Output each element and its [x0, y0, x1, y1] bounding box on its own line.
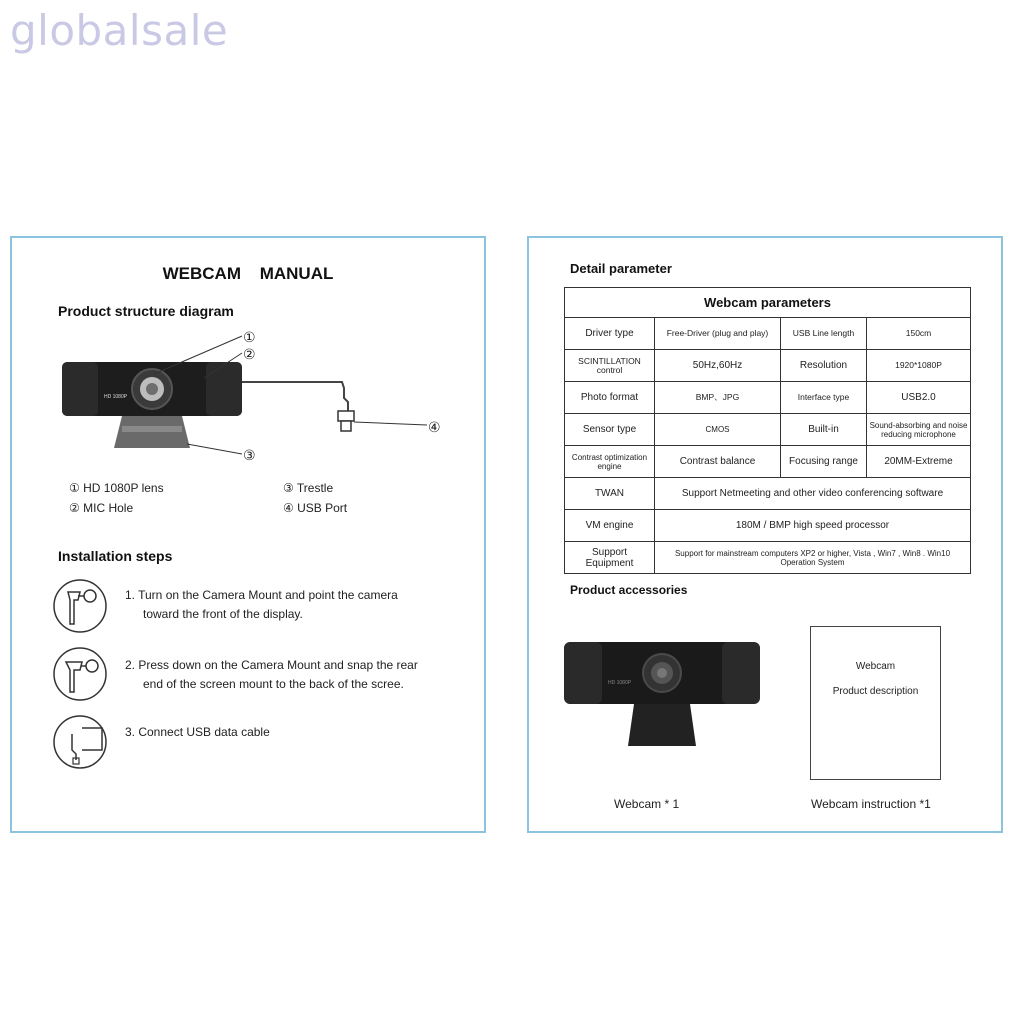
usb-cable-icon — [52, 714, 108, 770]
table-cell: Focusing range — [781, 446, 867, 478]
legend-item-lens — [69, 481, 164, 495]
install-heading: Installation steps — [58, 548, 173, 564]
caption-webcam: Webcam * 1 — [614, 797, 680, 811]
table-row — [565, 318, 971, 350]
legend-text: MIC Hole — [83, 501, 134, 515]
table-row — [565, 542, 971, 574]
manual-panel — [10, 236, 486, 833]
camera-label: HD 1080P — [104, 394, 128, 400]
table-title: Webcam parameters — [565, 288, 971, 318]
table-cell: Sound-absorbing and noise reducing microphone — [867, 414, 971, 446]
callout-4: ④ — [428, 420, 441, 436]
table-row — [565, 414, 971, 446]
table-cell: SCINTILLATION control — [565, 350, 655, 382]
trestle-band — [122, 426, 182, 432]
table-header-row — [565, 288, 971, 318]
watermark: globalsale — [10, 6, 229, 55]
table-row — [565, 478, 971, 510]
usb-plug — [338, 411, 354, 421]
table-cell: Support for mainstream computers XP2 or higher, Vista , Win7 , Win8 . Win10 Operation System — [655, 542, 971, 574]
legend-number: ① — [69, 481, 80, 495]
step-line: end of the screen mount to the back of the scree. — [143, 677, 404, 691]
usb-tip — [341, 421, 351, 431]
structure-diagram — [52, 326, 472, 476]
legend-number: ④ — [283, 501, 294, 515]
webcam-product-image — [562, 638, 764, 754]
step-line: 3. Connect USB data cable — [125, 725, 270, 739]
table-cell: BMP、JPG — [655, 382, 781, 414]
manual-title: WEBCAM MANUAL — [162, 264, 334, 283]
legend-item-usb — [283, 501, 347, 515]
table-cell: Driver type — [565, 318, 655, 350]
table-cell: 1920*1080P — [867, 350, 971, 382]
camera-mount-press-icon — [52, 646, 108, 702]
table-cell: USB Line length — [781, 318, 867, 350]
step-line: 1. Turn on the Camera Mount and point the camera — [125, 588, 398, 602]
step-line: 2. Press down on the Camera Mount and snap the rear — [125, 658, 418, 672]
table-cell: Resolution — [781, 350, 867, 382]
webcam-left-cap — [564, 642, 602, 704]
table-cell: VM engine — [565, 510, 655, 542]
table-cell: CMOS — [655, 414, 781, 446]
table-cell: Photo format — [565, 382, 655, 414]
table-cell: Interface type — [781, 382, 867, 414]
table-cell: Contrast balance — [655, 446, 781, 478]
webcam-right-cap — [722, 642, 760, 704]
legend-text: Trestle — [296, 481, 334, 495]
callout-line-3 — [187, 444, 242, 454]
legend-text: USB Port — [297, 501, 348, 515]
table-cell: 20MM-Extreme — [867, 446, 971, 478]
table-cell: 50Hz,60Hz — [655, 350, 781, 382]
parameter-panel — [527, 236, 1003, 833]
step-2 — [125, 656, 418, 694]
instruction-booklet — [810, 626, 941, 780]
legend-text: HD 1080P lens — [83, 481, 164, 495]
table-cell: 150cm — [867, 318, 971, 350]
table-cell: Built-in — [781, 414, 867, 446]
lens-center — [146, 383, 158, 395]
parameter-table — [564, 287, 971, 574]
callout-2: ② — [243, 347, 256, 363]
camera-right-cap — [206, 362, 242, 416]
table-row — [565, 350, 971, 382]
booklet-line-2: Product description — [832, 686, 919, 697]
table-cell: 180M / BMP high speed processor — [655, 510, 971, 542]
table-cell: Free-Driver (plug and play) — [655, 318, 781, 350]
callout-1: ① — [243, 330, 256, 346]
step-3 — [125, 723, 270, 742]
table-row — [565, 510, 971, 542]
webcam-label: HD 1080P — [608, 680, 632, 686]
legend-item-mic — [69, 501, 133, 515]
booklet-line-1: Webcam — [855, 661, 896, 672]
table-cell: TWAN — [565, 478, 655, 510]
caption-instruction: Webcam instruction *1 — [811, 797, 931, 811]
webcam-trestle — [628, 704, 696, 746]
table-cell: Sensor type — [565, 414, 655, 446]
table-cell: USB2.0 — [867, 382, 971, 414]
table-row — [565, 446, 971, 478]
step-line: toward the front of the display. — [143, 607, 303, 621]
legend-item-trestle — [283, 481, 333, 495]
legend-number: ② — [69, 501, 80, 515]
legend-number: ③ — [283, 481, 294, 495]
detail-heading: Detail parameter — [570, 261, 672, 276]
usb-cable — [242, 382, 348, 411]
accessories-heading: Product accessories — [570, 583, 688, 597]
callout-3: ③ — [243, 448, 256, 464]
camera-left-cap — [62, 362, 98, 416]
callout-line-4 — [354, 422, 427, 425]
webcam-lens-center — [657, 668, 667, 678]
table-cell: Support Equipment — [565, 542, 655, 574]
structure-heading: Product structure diagram — [58, 303, 234, 319]
table-cell: Contrast optimization engine — [565, 446, 655, 478]
table-cell: Support Netmeeting and other video conferencing software — [655, 478, 971, 510]
table-row — [565, 382, 971, 414]
camera-mount-turn-icon — [52, 578, 108, 634]
step-1 — [125, 586, 398, 624]
